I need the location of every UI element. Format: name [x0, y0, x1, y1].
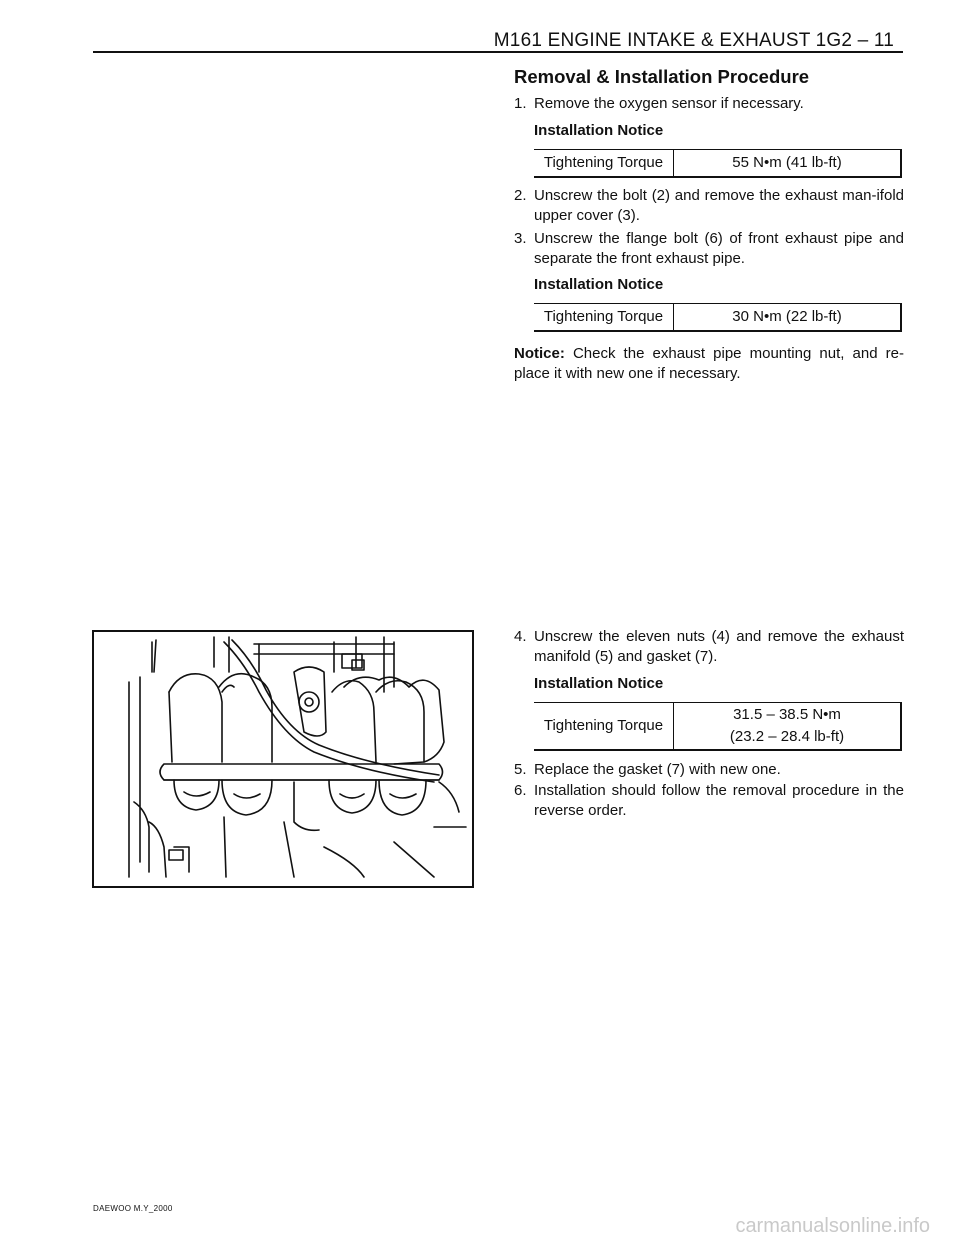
step-number: 2.: [514, 187, 527, 204]
torque-label: Tightening Torque: [534, 150, 674, 177]
page-header-title: M161 ENGINE INTAKE & EXHAUST 1G2 – 11: [493, 30, 894, 51]
torque-table-1: [534, 149, 902, 178]
step-text: Remove the oxygen sensor if necessary.: [534, 95, 804, 112]
torque-value-line-1: 31.5 – 38.5 N•m: [733, 705, 841, 723]
step-text: Installation should follow the removal procedure in the reverse order.: [534, 782, 904, 819]
section-title: Removal & Installation Procedure: [514, 66, 810, 87]
torque-value: 55 N•m (41 lb-ft): [674, 150, 902, 177]
step-number: 6.: [514, 782, 527, 799]
torque-value: [674, 703, 902, 750]
step-number: 3.: [514, 230, 527, 247]
page-footer: DAEWOO M.Y_2000: [93, 1204, 173, 1213]
step-text: Unscrew the bolt (2) and remove the exhaust man-ifold upper cover (3).: [534, 187, 904, 224]
step-text: Unscrew the eleven nuts (4) and remove the exhaust manifold (5) and gasket (7).: [534, 628, 904, 665]
exhaust-manifold-illustration: [94, 632, 472, 886]
notice-text: Check the exhaust pipe mounting nut, and re-place it with new one if necessary.: [514, 345, 904, 382]
step-4: [514, 627, 904, 667]
torque-label: Tightening Torque: [534, 703, 674, 750]
installation-notice-label: Installation Notice: [534, 675, 664, 692]
header-rule: [93, 51, 903, 53]
torque-value-line-2: (23.2 – 28.4 lb-ft): [729, 727, 845, 745]
notice-paragraph: [514, 344, 904, 384]
step-6: [514, 781, 904, 821]
step-1: [514, 94, 904, 114]
step-5: [514, 760, 904, 780]
step-number: 5.: [514, 761, 527, 778]
step-3: [514, 229, 904, 269]
step-number: 4.: [514, 628, 527, 645]
torque-table-3: [534, 702, 902, 751]
step-2: [514, 186, 904, 226]
torque-table-2: [534, 303, 902, 332]
exhaust-manifold-figure: [92, 630, 474, 888]
installation-notice-label: Installation Notice: [534, 122, 664, 139]
notice-label: Notice:: [514, 345, 565, 362]
step-number: 1.: [514, 95, 527, 112]
step-text: Replace the gasket (7) with new one.: [534, 761, 781, 778]
torque-value: 30 N•m (22 lb-ft): [674, 304, 902, 331]
watermark: carmanualsonline.info: [735, 1215, 930, 1237]
torque-label: Tightening Torque: [534, 304, 674, 331]
step-text: Unscrew the flange bolt (6) of front exhaust pipe and separate the front exhaust pipe.: [534, 230, 904, 267]
installation-notice-label: Installation Notice: [534, 276, 664, 293]
